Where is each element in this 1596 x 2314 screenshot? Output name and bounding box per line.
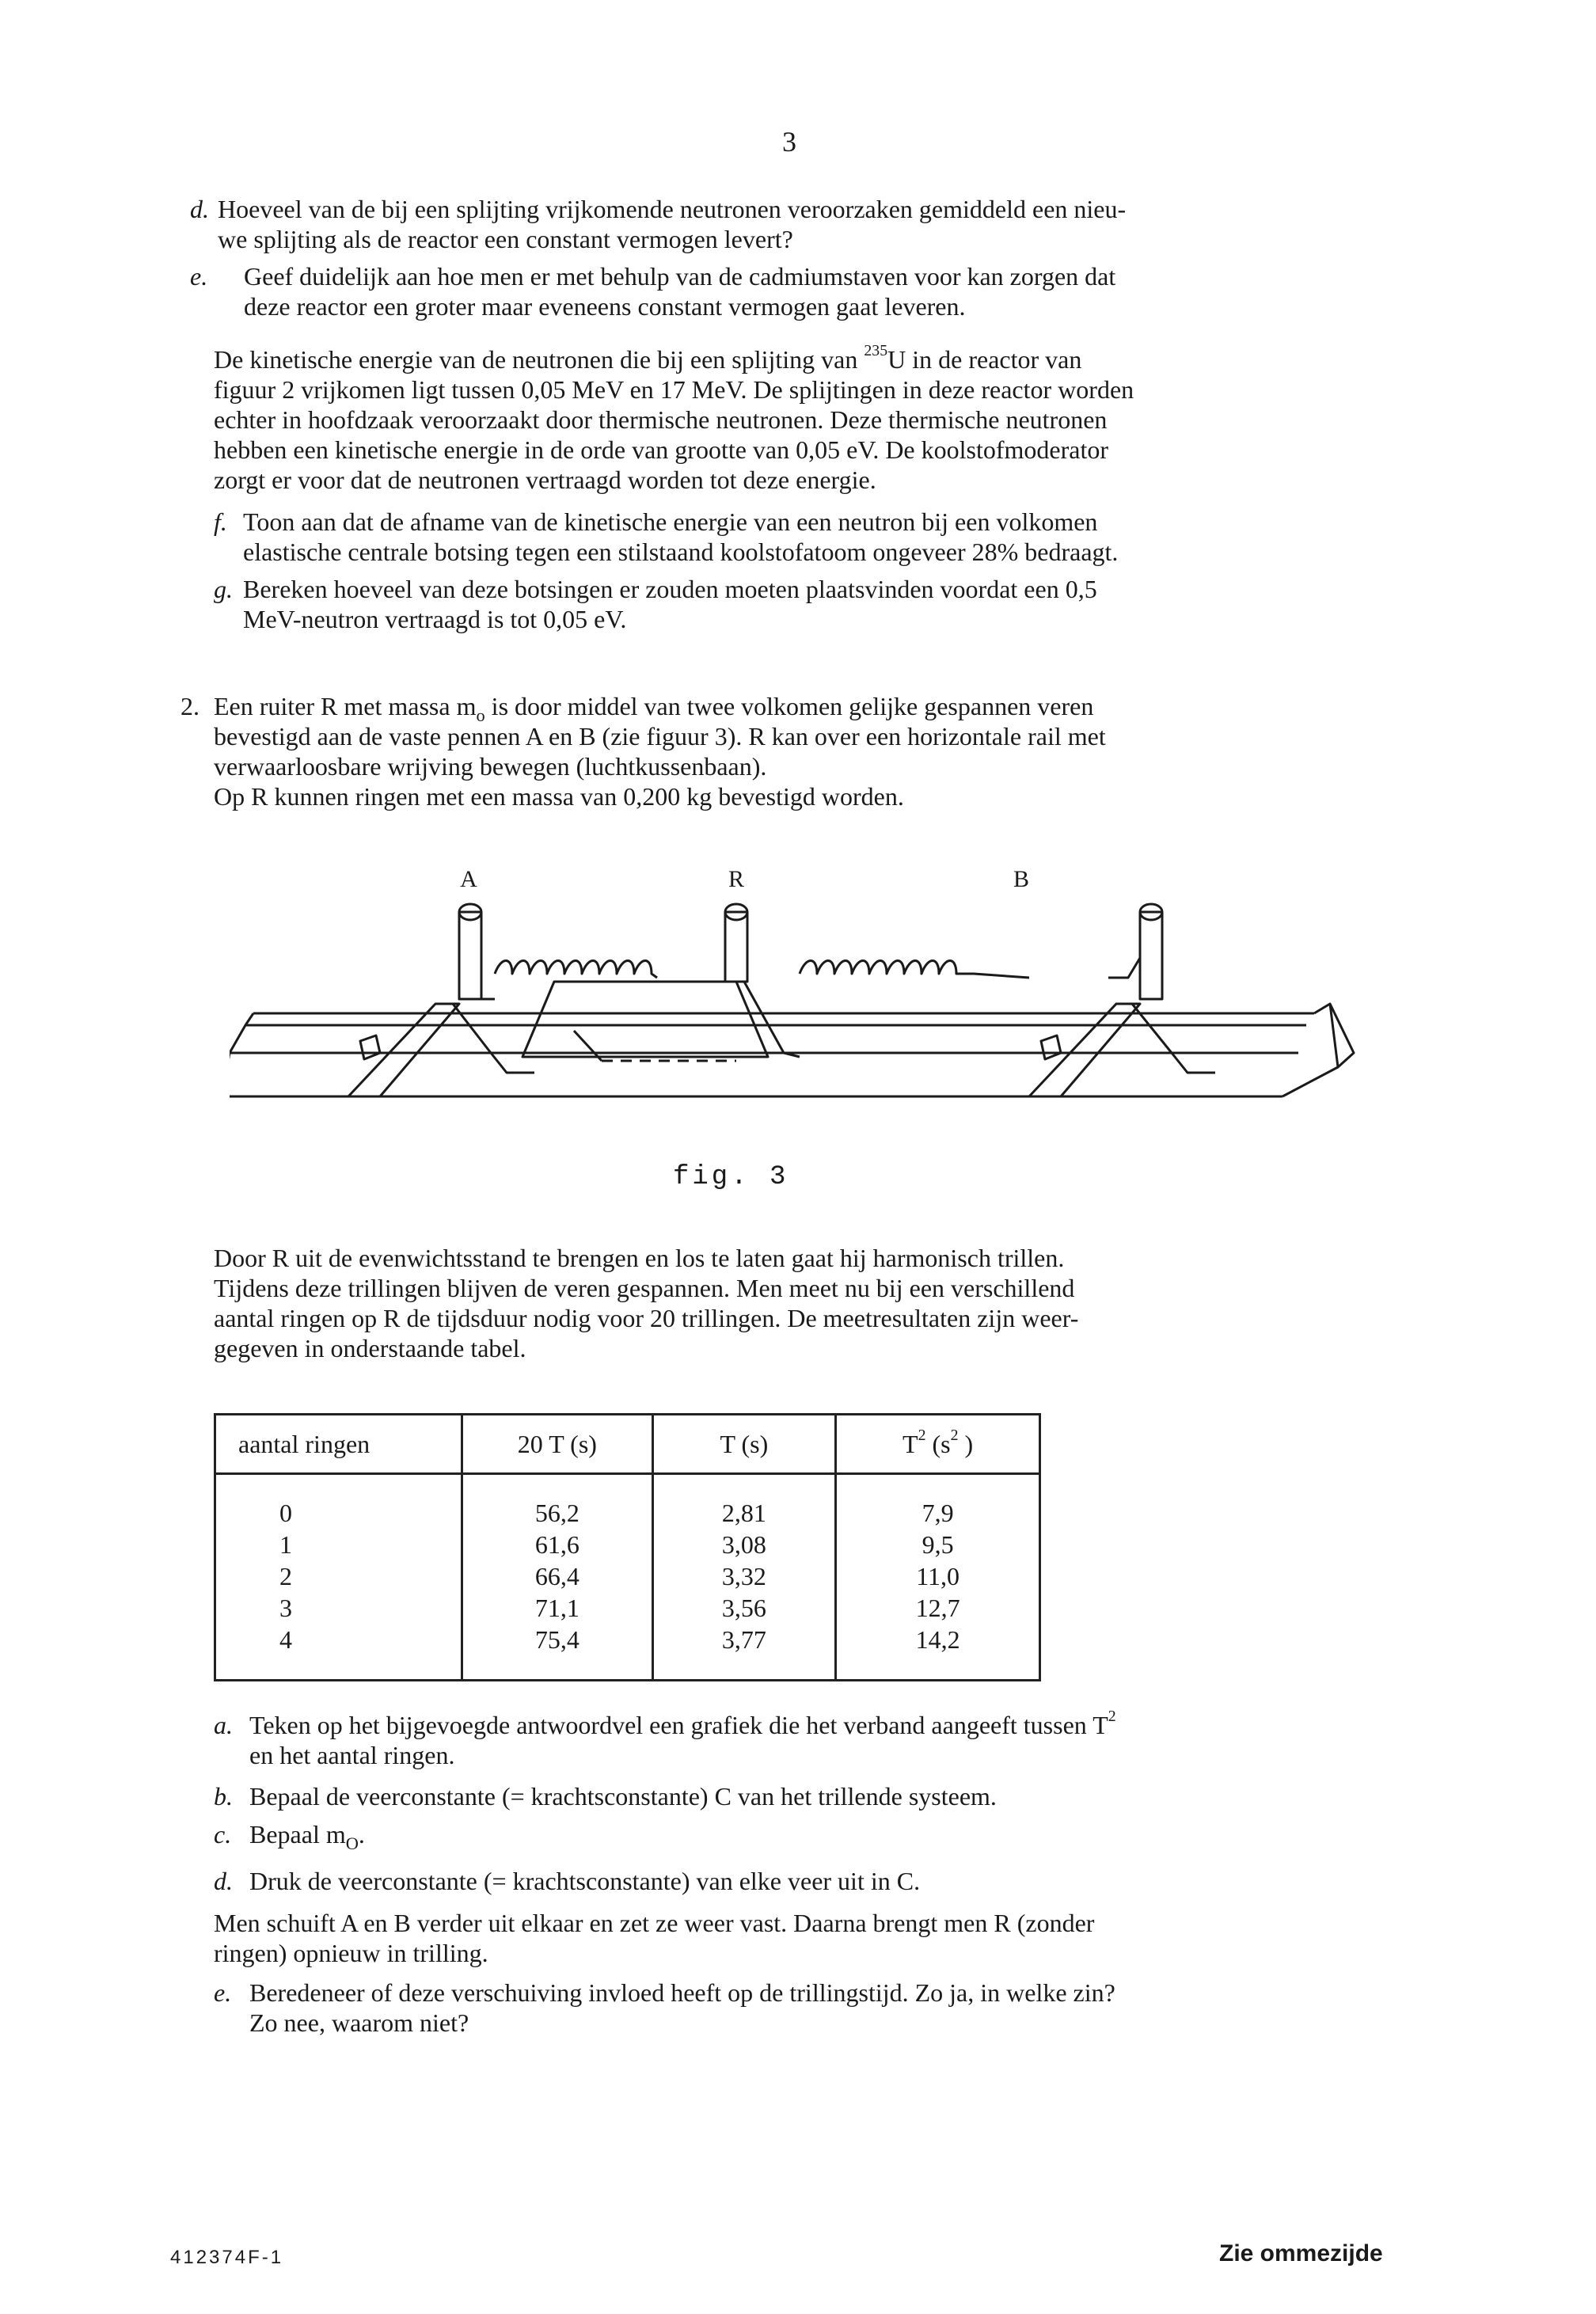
paragraph-line: figuur 2 vrijkomen ligt tussen 0,05 MeV en 17 MeV. De splijtingen in deze reactor worden <box>214 375 1134 404</box>
isotope-mass: 235 <box>864 342 888 360</box>
label-r: R <box>728 866 745 892</box>
table-cell: 9,5 <box>836 1529 1040 1560</box>
paragraph-line: verwaarloosbare wrijving bewegen (luchtkussenbaan). <box>214 752 767 781</box>
question-label: c. <box>214 1820 232 1849</box>
label-b: B <box>1013 866 1030 892</box>
subscript: o <box>476 705 485 725</box>
paragraph-line: Door R uit de evenwichtsstand te brengen en los te laten gaat hij harmonisch trillen. <box>214 1244 1065 1272</box>
header-aantal-ringen: aantal ringen <box>215 1415 462 1474</box>
table-cell: 7,9 <box>836 1474 1040 1529</box>
rider-r-body <box>522 982 768 1057</box>
question-line <box>249 1710 1425 1740</box>
question-line: Druk de veerconstante (= krachtsconstante) van elke veer uit in C. <box>249 1867 921 1895</box>
pin-b-bracket <box>1108 958 1140 978</box>
table-cell: 3,32 <box>652 1560 836 1592</box>
paragraph-line <box>214 691 1431 725</box>
pin-r <box>725 912 747 982</box>
pin-a <box>459 912 481 999</box>
table-cell: 71,1 <box>462 1592 652 1624</box>
text-run: is door middel van twee volkomen gelijke gespannen veren <box>484 692 1094 720</box>
question-label: f. <box>214 507 227 536</box>
question-line: Hoeveel van de bij een splijting vrijkomende neutronen veroorzaken gemiddeld een nieu- <box>218 195 1127 223</box>
header-t: T (s) <box>652 1415 836 1474</box>
table-row <box>215 1529 1040 1560</box>
table-cell: 12,7 <box>836 1592 1040 1624</box>
question-label: e. <box>214 1978 232 2007</box>
figure-caption: fig. 3 <box>673 1162 789 1192</box>
question-label: g. <box>214 575 233 603</box>
question-line: en het aantal ringen. <box>249 1741 455 1769</box>
table-row <box>215 1560 1040 1592</box>
paragraph-line: ringen) opnieuw in trilling. <box>214 1939 488 1967</box>
spring-right <box>800 961 1029 978</box>
question-2e <box>214 1978 1425 2038</box>
table-cell: 66,4 <box>462 1560 652 1592</box>
paragraph-line: bevestigd aan de vaste pennen A en B (zie figuur 3). R kan over een horizontale rail met <box>214 722 1106 750</box>
stand-b-left-leg <box>1029 1004 1140 1096</box>
measurement-paragraph <box>214 1243 1401 1363</box>
question-number: 2. <box>180 692 200 720</box>
table-cell: 61,6 <box>462 1529 652 1560</box>
question-1f <box>214 507 1425 567</box>
text-run: Bepaal m <box>249 1820 346 1849</box>
paragraph-line: hebben een kinetische energie in de orde van grootte van 0,05 eV. De koolstofmoderator <box>214 435 1109 464</box>
text-run: (s <box>925 1429 951 1458</box>
question-line: elastische centrale botsing tegen een stilstaand koolstofatoom ongeveer 28% bedraagt. <box>243 538 1119 566</box>
question-line: Beredeneer of deze verschuiving invloed heeft op de trillingstijd. Zo ja, in welke zin? <box>249 1978 1115 2007</box>
header-20t: 20 T (s) <box>462 1415 652 1474</box>
stand-a-left-leg <box>348 1004 459 1096</box>
page-number: 3 <box>782 126 796 158</box>
table-cell: 56,2 <box>462 1474 652 1529</box>
question-label: b. <box>214 1782 233 1811</box>
question-2-intro <box>180 691 1431 811</box>
question-line: Zo nee, waarom niet? <box>249 2008 469 2037</box>
question-label: d. <box>214 1867 233 1895</box>
question-1g <box>214 574 1425 634</box>
table-cell: 11,0 <box>836 1560 1040 1592</box>
text-run: . <box>358 1820 365 1849</box>
table-cell: 2,81 <box>652 1474 836 1529</box>
question-line: MeV-neutron vertraagd is tot 0,05 eV. <box>243 605 627 633</box>
isotope-symbol: U <box>887 345 906 374</box>
paragraph-line: zorgt er voor dat de neutronen vertraagd worden tot deze energie. <box>214 465 876 494</box>
question-1e <box>190 261 1425 321</box>
stand-b-foot <box>1172 1053 1215 1073</box>
table-cell: 75,4 <box>462 1624 652 1681</box>
superscript: 2 <box>950 1426 959 1444</box>
question-2d <box>214 1866 1425 1896</box>
text-run: Een ruiter R met massa m <box>214 692 477 720</box>
pin-a-bracket <box>459 942 495 999</box>
question-label: e. <box>190 262 208 291</box>
question-2b <box>214 1781 1425 1811</box>
rail-right-end <box>1282 1004 1354 1096</box>
superscript: 2 <box>1108 1708 1116 1726</box>
table-cell: 14,2 <box>836 1624 1040 1681</box>
paragraph-line: echter in hoofdzaak veroorzaakt door thermische neutronen. Deze thermische neutronen <box>214 405 1108 434</box>
paragraph-line: Tijdens deze trillingen blijven de veren gespannen. Men meet nu bij een verschillend <box>214 1274 1075 1302</box>
text-run: T <box>902 1429 918 1458</box>
table-cell: 1 <box>215 1529 462 1560</box>
text-run: Teken op het bijgevoegde antwoordvel een grafiek die het verband aangeeft tussen T <box>249 1711 1108 1739</box>
document-code: 412374F-1 <box>170 2247 284 2268</box>
stand-a-clamp <box>360 1035 380 1059</box>
figure-3 <box>230 863 1370 1124</box>
turn-page-note: Zie ommezijde <box>1219 2240 1383 2267</box>
paragraph-line: Men schuift A en B verder uit elkaar en zet ze weer vast. Daarna brengt men R (zonder <box>214 1909 1095 1937</box>
paragraph-line: Op R kunnen ringen met een massa van 0,200 kg bevestigd worden. <box>214 782 904 811</box>
table-row <box>215 1474 1040 1529</box>
label-a: A <box>460 866 477 892</box>
pin-b <box>1140 912 1162 999</box>
shift-paragraph <box>214 1908 1425 1968</box>
spring-left <box>495 961 657 978</box>
table-row <box>215 1624 1040 1681</box>
question-label: d. <box>190 195 209 223</box>
text-run: ) <box>958 1429 974 1458</box>
intro-paragraph <box>214 344 1417 495</box>
superscript: 2 <box>918 1426 926 1444</box>
stand-b-clamp <box>1041 1035 1061 1059</box>
table-cell: 0 <box>215 1474 462 1529</box>
paragraph-line <box>214 344 1417 374</box>
measurement-table <box>214 1413 1041 1681</box>
table-cell: 4 <box>215 1624 462 1681</box>
question-line: Geef duidelijk aan hoe men er met behulp van de cadmiumstaven voor kan zorgen dat <box>244 262 1116 291</box>
question-line <box>249 1819 1425 1853</box>
subscript: O <box>345 1833 359 1853</box>
table-row <box>215 1592 1040 1624</box>
question-label: a. <box>214 1711 233 1739</box>
table-cell: 3,56 <box>652 1592 836 1624</box>
stand-a-right-leg <box>453 1004 515 1053</box>
header-t-squared <box>836 1415 1040 1474</box>
question-2a <box>214 1710 1425 1770</box>
paragraph-line: aantal ringen op R de tijdsduur nodig voor 20 trillingen. De meetresultaten zijn weer- <box>214 1304 1079 1332</box>
question-line: we splijting als de reactor een constant vermogen levert? <box>218 225 793 253</box>
table-cell: 2 <box>215 1560 462 1592</box>
table-header-row <box>215 1415 1040 1474</box>
question-line: Bepaal de veerconstante (= krachtsconstante) C van het trillende systeem. <box>249 1782 997 1811</box>
question-line: Toon aan dat de afname van de kinetische energie van een neutron bij een volkomen <box>243 507 1098 536</box>
table-cell: 3,08 <box>652 1529 836 1560</box>
table-cell: 3 <box>215 1592 462 1624</box>
question-2c <box>214 1819 1425 1853</box>
table-cell: 3,77 <box>652 1624 836 1681</box>
text-run: De kinetische energie van de neutronen die bij een splijting van <box>214 345 864 374</box>
text-run: in de reactor van <box>906 345 1082 374</box>
paragraph-line: gegeven in onderstaande tabel. <box>214 1334 526 1362</box>
air-track-diagram <box>230 863 1370 1124</box>
stand-b-right-leg <box>1132 1004 1195 1053</box>
question-line: deze reactor een groter maar eveneens constant vermogen gaat leveren. <box>244 292 966 321</box>
question-line: Bereken hoeveel van deze botsingen er zouden moeten plaatsvinden voordat een 0,5 <box>243 575 1097 603</box>
question-1d <box>190 194 1425 254</box>
